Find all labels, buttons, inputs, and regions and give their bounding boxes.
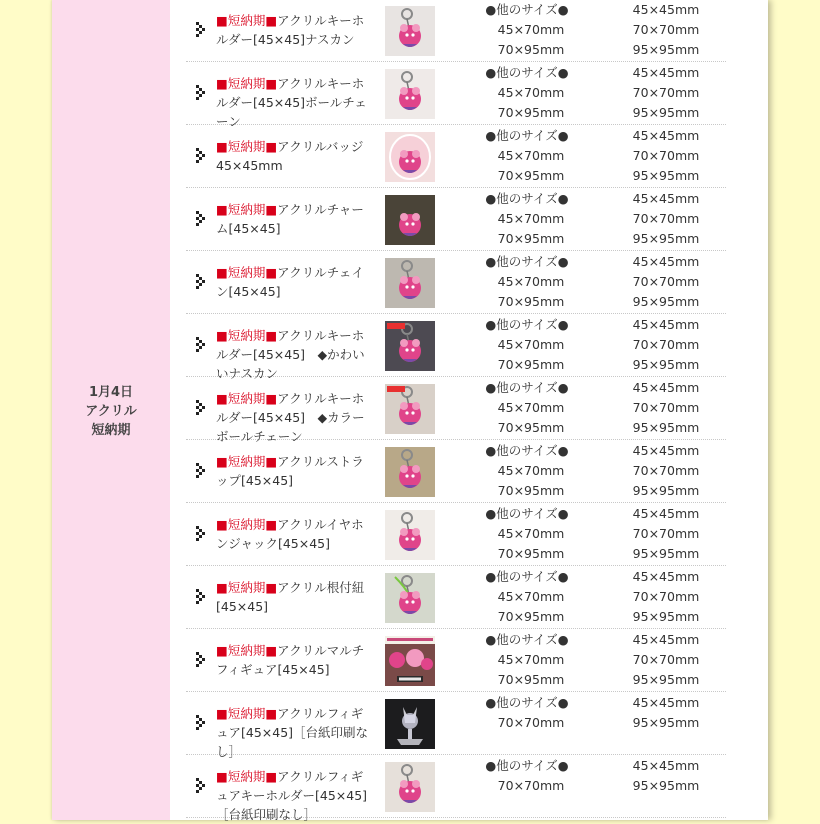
size-link[interactable]: 45×45mm xyxy=(632,695,700,710)
size-options xyxy=(626,378,706,438)
category-date: 1月4日 xyxy=(88,385,134,400)
product-row xyxy=(186,124,726,188)
size-link[interactable]: 70×70mm xyxy=(632,274,700,289)
size-options xyxy=(626,126,706,186)
product-thumbnail[interactable] xyxy=(385,258,435,308)
size-options xyxy=(626,315,706,375)
short-delivery-tag: 短納期 xyxy=(227,76,266,91)
red-square-icon: ■ xyxy=(265,265,278,280)
product-link[interactable] xyxy=(216,515,371,553)
other-size-link[interactable]: 70×95mm xyxy=(497,105,565,120)
size-options xyxy=(626,252,706,312)
size-options xyxy=(626,504,706,564)
red-square-icon: ■ xyxy=(216,391,228,406)
size-link[interactable]: 95×95mm xyxy=(632,715,700,730)
product-row xyxy=(186,628,726,692)
product-link[interactable] xyxy=(216,137,371,175)
product-thumbnail[interactable] xyxy=(385,195,435,245)
size-link[interactable]: 95×95mm xyxy=(632,168,700,183)
size-link[interactable]: 95×95mm xyxy=(632,42,700,57)
size-link[interactable]: 45×45mm xyxy=(632,506,700,521)
red-square-icon: ■ xyxy=(265,328,278,343)
product-row xyxy=(186,502,726,566)
product-thumbnail[interactable] xyxy=(385,762,435,812)
red-square-icon: ■ xyxy=(216,643,228,658)
other-size-link[interactable]: 70×95mm xyxy=(497,357,565,372)
size-options xyxy=(626,630,706,690)
other-size-link[interactable]: 70×95mm xyxy=(497,546,565,561)
other-sizes-label: ●他のサイズ● xyxy=(485,65,569,80)
product-link[interactable] xyxy=(216,641,371,679)
other-sizes-label: ●他のサイズ● xyxy=(485,506,569,521)
other-sizes xyxy=(486,252,576,312)
short-delivery-tag: 短納期 xyxy=(227,769,266,784)
other-sizes xyxy=(486,126,576,186)
size-link[interactable]: 95×95mm xyxy=(632,357,700,372)
red-square-icon: ■ xyxy=(216,76,228,91)
size-link[interactable]: 70×70mm xyxy=(632,85,700,100)
other-size-link[interactable]: 70×95mm xyxy=(497,42,565,57)
arrow-bullet-icon xyxy=(196,148,206,158)
other-sizes xyxy=(486,693,576,733)
product-name: アクリルキーホルダー[45×45]ナスカン xyxy=(216,13,365,47)
size-link[interactable]: 45×45mm xyxy=(632,128,700,143)
product-name: アクリルキーホルダー[45×45] ◆かわいいナスカン xyxy=(216,328,365,381)
product-row xyxy=(186,691,726,759)
other-size-link[interactable]: 45×70mm xyxy=(497,526,565,541)
red-square-icon: ■ xyxy=(265,139,278,154)
short-delivery-tag: 短納期 xyxy=(227,454,266,469)
product-thumbnail[interactable] xyxy=(385,132,435,182)
red-square-icon: ■ xyxy=(216,265,228,280)
short-delivery-tag: 短納期 xyxy=(227,139,266,154)
product-thumbnail[interactable] xyxy=(385,510,435,560)
other-size-link[interactable]: 45×70mm xyxy=(497,148,565,163)
product-name: アクリルチャーム[45×45] xyxy=(216,202,364,236)
other-sizes-label: ●他のサイズ● xyxy=(485,317,569,332)
arrow-bullet-icon xyxy=(196,589,206,599)
short-delivery-tag: 短納期 xyxy=(227,265,266,280)
product-link[interactable] xyxy=(216,578,371,616)
product-name: アクリルストラップ[45×45] xyxy=(216,454,364,488)
other-sizes xyxy=(486,63,576,123)
other-sizes xyxy=(486,504,576,564)
other-size-link[interactable]: 70×70mm xyxy=(497,715,565,730)
size-link[interactable]: 45×45mm xyxy=(632,65,700,80)
size-link[interactable]: 70×70mm xyxy=(632,526,700,541)
product-link[interactable] xyxy=(216,389,371,446)
other-sizes xyxy=(486,0,576,60)
size-link[interactable]: 95×95mm xyxy=(632,546,700,561)
other-size-link[interactable]: 70×95mm xyxy=(497,483,565,498)
size-link[interactable]: 70×70mm xyxy=(632,22,700,37)
red-square-icon: ■ xyxy=(216,328,228,343)
product-thumbnail[interactable] xyxy=(385,573,435,623)
arrow-bullet-icon xyxy=(196,652,206,662)
product-name: アクリルマルチフィギュア[45×45] xyxy=(216,643,365,677)
other-sizes-label: ●他のサイズ● xyxy=(485,191,569,206)
size-link[interactable]: 70×70mm xyxy=(632,589,700,604)
product-thumbnail[interactable] xyxy=(385,699,435,749)
red-square-icon: ■ xyxy=(265,706,278,721)
red-square-icon: ■ xyxy=(265,454,278,469)
product-link[interactable] xyxy=(216,452,371,490)
size-options xyxy=(626,63,706,123)
size-link[interactable]: 45×45mm xyxy=(632,2,700,17)
short-delivery-tag: 短納期 xyxy=(227,706,266,721)
product-link[interactable] xyxy=(216,326,371,383)
product-row xyxy=(186,565,726,629)
arrow-bullet-icon xyxy=(196,526,206,536)
product-thumbnail[interactable] xyxy=(385,321,435,371)
product-name: アクリルイヤホンジャック[45×45] xyxy=(216,517,364,551)
product-name: アクリル根付紐[45×45] xyxy=(216,580,365,614)
other-sizes xyxy=(486,567,576,627)
category-label xyxy=(52,383,170,440)
size-options xyxy=(626,441,706,501)
product-row xyxy=(186,313,726,381)
product-thumbnail[interactable] xyxy=(385,447,435,497)
other-sizes-label: ●他のサイズ● xyxy=(485,2,569,17)
arrow-bullet-icon xyxy=(196,274,206,284)
size-link[interactable]: 70×70mm xyxy=(632,463,700,478)
size-link[interactable]: 45×45mm xyxy=(632,632,700,647)
red-square-icon: ■ xyxy=(216,139,228,154)
other-size-link[interactable]: 70×95mm xyxy=(497,672,565,687)
arrow-bullet-icon xyxy=(196,400,206,410)
size-link[interactable]: 70×70mm xyxy=(632,400,700,415)
other-size-link[interactable]: 70×95mm xyxy=(497,231,565,246)
product-row xyxy=(186,0,726,62)
size-link[interactable]: 95×95mm xyxy=(632,672,700,687)
short-delivery-tag: 短納期 xyxy=(227,643,266,658)
other-sizes-label: ●他のサイズ● xyxy=(485,443,569,458)
other-sizes xyxy=(486,315,576,375)
arrow-bullet-icon xyxy=(196,211,206,221)
short-delivery-tag: 短納期 xyxy=(227,328,266,343)
product-row xyxy=(186,187,726,251)
arrow-bullet-icon xyxy=(196,715,206,725)
short-delivery-tag: 短納期 xyxy=(227,13,266,28)
other-size-link[interactable]: 45×70mm xyxy=(497,463,565,478)
short-delivery-tag: 短納期 xyxy=(227,202,266,217)
red-square-icon: ■ xyxy=(216,517,228,532)
size-link[interactable]: 95×95mm xyxy=(632,483,700,498)
size-options xyxy=(626,0,706,60)
product-link[interactable] xyxy=(216,767,371,824)
size-link[interactable]: 95×95mm xyxy=(632,231,700,246)
size-link[interactable]: 45×45mm xyxy=(632,254,700,269)
short-delivery-tag: 短納期 xyxy=(227,517,266,532)
other-size-link[interactable]: 45×70mm xyxy=(497,274,565,289)
category-material: アクリル xyxy=(85,404,137,419)
size-options xyxy=(626,756,706,796)
other-sizes-label: ●他のサイズ● xyxy=(485,254,569,269)
other-sizes-label: ●他のサイズ● xyxy=(485,632,569,647)
product-name: アクリルキーホルダー[45×45] ◆カラーボールチェーン xyxy=(216,391,365,444)
product-name: アクリルキーホルダー[45×45]ボールチェーン xyxy=(216,76,367,129)
size-link[interactable]: 45×45mm xyxy=(632,758,700,773)
other-sizes-label: ●他のサイズ● xyxy=(485,695,569,710)
other-sizes-label: ●他のサイズ● xyxy=(485,569,569,584)
product-row xyxy=(186,250,726,314)
red-square-icon: ■ xyxy=(265,643,278,658)
other-size-link[interactable]: 70×95mm xyxy=(497,168,565,183)
arrow-bullet-icon xyxy=(196,22,206,32)
red-square-icon: ■ xyxy=(216,706,228,721)
size-link[interactable]: 70×70mm xyxy=(632,148,700,163)
other-size-link[interactable]: 70×70mm xyxy=(497,778,565,793)
size-options xyxy=(626,567,706,627)
arrow-bullet-icon xyxy=(196,778,206,788)
other-sizes-label: ●他のサイズ● xyxy=(485,128,569,143)
red-square-icon: ■ xyxy=(216,13,228,28)
product-thumbnail[interactable] xyxy=(385,384,435,434)
product-name: アクリルフィギュアキーホルダー[45×45]［台紙印刷なし］ xyxy=(216,769,368,822)
size-options xyxy=(626,189,706,249)
size-link[interactable]: 95×95mm xyxy=(632,294,700,309)
other-size-link[interactable]: 45×70mm xyxy=(497,211,565,226)
red-square-icon: ■ xyxy=(216,454,228,469)
other-sizes xyxy=(486,756,576,796)
product-link[interactable] xyxy=(216,263,371,301)
other-sizes xyxy=(486,630,576,690)
size-link[interactable]: 70×70mm xyxy=(632,337,700,352)
product-link[interactable] xyxy=(216,704,371,761)
arrow-bullet-icon xyxy=(196,463,206,473)
red-square-icon: ■ xyxy=(216,580,228,595)
short-delivery-tag: 短納期 xyxy=(227,391,266,406)
size-link[interactable]: 95×95mm xyxy=(632,420,700,435)
other-sizes-label: ●他のサイズ● xyxy=(485,758,569,773)
product-row xyxy=(186,61,726,129)
product-row xyxy=(186,439,726,503)
product-row xyxy=(186,376,726,444)
size-link[interactable]: 45×45mm xyxy=(632,380,700,395)
other-size-link[interactable]: 45×70mm xyxy=(497,589,565,604)
product-link[interactable] xyxy=(216,11,371,49)
arrow-bullet-icon xyxy=(196,337,206,347)
red-square-icon: ■ xyxy=(216,769,228,784)
other-sizes xyxy=(486,189,576,249)
short-delivery-tag: 短納期 xyxy=(227,580,266,595)
other-size-link[interactable]: 45×70mm xyxy=(497,652,565,667)
size-options xyxy=(626,693,706,733)
red-square-icon: ■ xyxy=(265,13,278,28)
size-link[interactable]: 70×70mm xyxy=(632,211,700,226)
product-link[interactable] xyxy=(216,200,371,238)
other-sizes xyxy=(486,378,576,438)
other-size-link[interactable]: 45×70mm xyxy=(497,22,565,37)
red-square-icon: ■ xyxy=(265,769,278,784)
size-link[interactable]: 95×95mm xyxy=(632,105,700,120)
size-link[interactable]: 45×45mm xyxy=(632,191,700,206)
other-size-link[interactable]: 70×95mm xyxy=(497,609,565,624)
red-square-icon: ■ xyxy=(265,391,278,406)
product-link[interactable] xyxy=(216,74,371,131)
other-size-link[interactable]: 45×70mm xyxy=(497,85,565,100)
red-square-icon: ■ xyxy=(265,580,278,595)
other-size-link[interactable]: 70×95mm xyxy=(497,294,565,309)
product-name: アクリルフィギュア[45×45]［台紙印刷なし］ xyxy=(216,706,369,759)
red-square-icon: ■ xyxy=(265,202,278,217)
product-name: アクリルチェイン[45×45] xyxy=(216,265,364,299)
size-link[interactable]: 45×45mm xyxy=(632,569,700,584)
size-link[interactable]: 95×95mm xyxy=(632,609,700,624)
size-link[interactable]: 70×70mm xyxy=(632,652,700,667)
size-link[interactable]: 45×45mm xyxy=(632,317,700,332)
size-link[interactable]: 45×45mm xyxy=(632,443,700,458)
red-square-icon: ■ xyxy=(216,202,228,217)
other-size-link[interactable]: 45×70mm xyxy=(497,337,565,352)
size-link[interactable]: 95×95mm xyxy=(632,778,700,793)
product-thumbnail[interactable] xyxy=(385,69,435,119)
other-sizes xyxy=(486,441,576,501)
arrow-bullet-icon xyxy=(196,85,206,95)
product-row xyxy=(186,754,726,822)
other-sizes-label: ●他のサイズ● xyxy=(485,380,569,395)
other-size-link[interactable]: 70×95mm xyxy=(497,420,565,435)
red-square-icon: ■ xyxy=(265,517,278,532)
category-type: 短納期 xyxy=(91,423,131,438)
red-square-icon: ■ xyxy=(265,76,278,91)
product-name: アクリルバッジ45×45mm xyxy=(216,139,364,173)
other-size-link[interactable]: 45×70mm xyxy=(497,400,565,415)
product-thumbnail[interactable] xyxy=(385,636,435,686)
product-thumbnail[interactable] xyxy=(385,6,435,56)
